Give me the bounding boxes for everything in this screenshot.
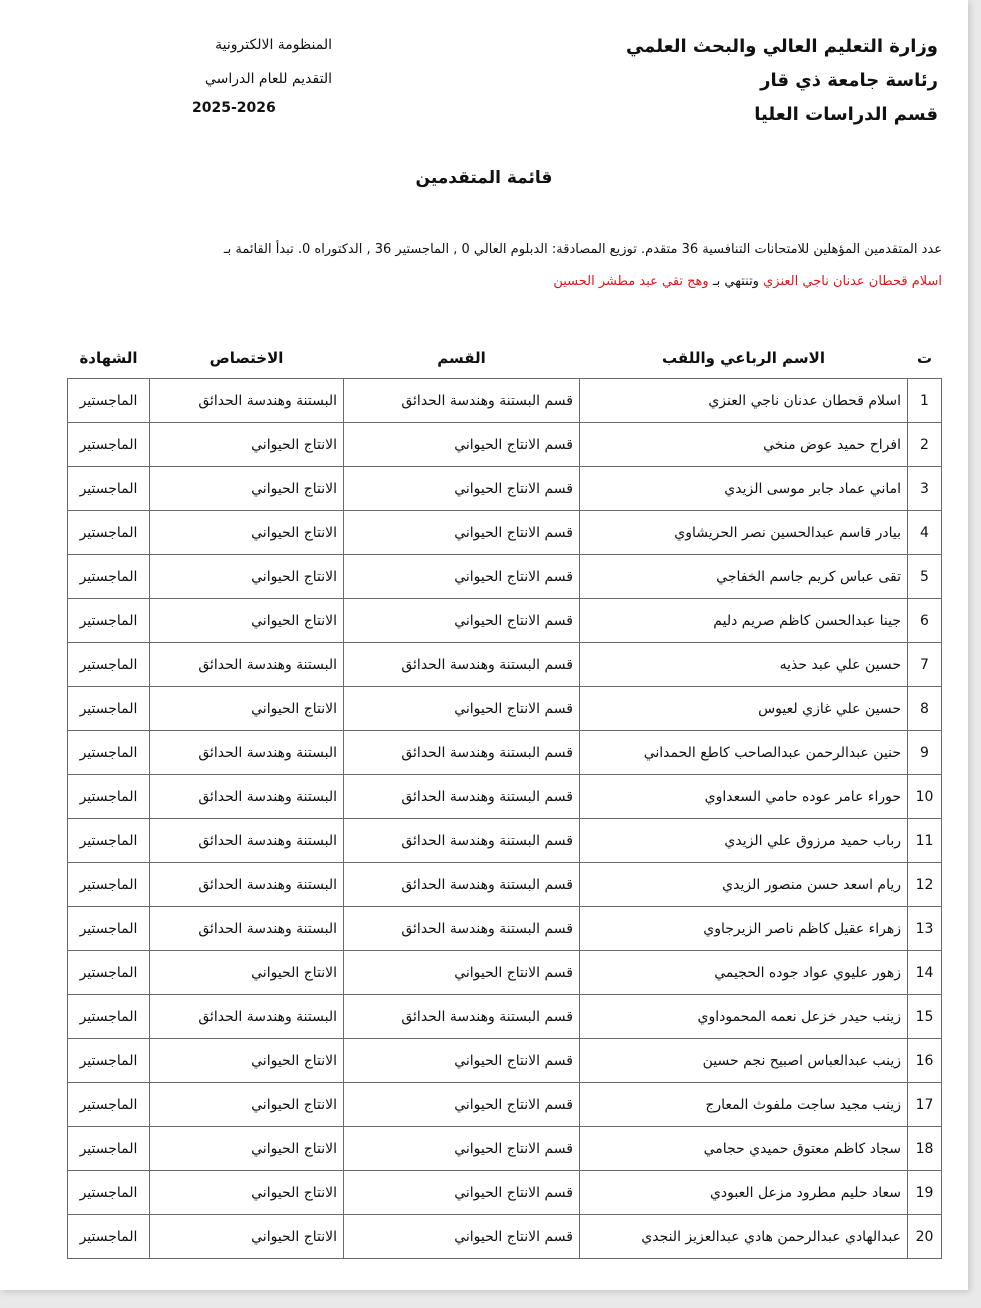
specialization: الانتاج الحيواني [150,467,344,511]
certificate: الماجستير [68,907,150,951]
department: قسم الانتاج الحيواني [344,687,580,731]
applicant-name: افراح حميد عوض منخي [580,423,908,467]
department: قسم الانتاج الحيواني [344,1083,580,1127]
table-row [68,599,942,643]
department: قسم البستنة وهندسة الحدائق [344,643,580,687]
row-number: 13 [908,907,942,951]
department: قسم البستنة وهندسة الحدائق [344,819,580,863]
table-row [68,379,942,423]
table-row [68,643,942,687]
applicant-name: سعاد حليم مطرود مزعل العبودي [580,1171,908,1215]
certificate: الماجستير [68,379,150,423]
table-row [68,951,942,995]
row-number: 12 [908,863,942,907]
certificate: الماجستير [68,1127,150,1171]
department: قسم الانتاج الحيواني [344,599,580,643]
system-name: المنظومة الالكترونية [215,37,332,53]
row-number: 16 [908,1039,942,1083]
applicant-name: حسين علي عبد حذيه [580,643,908,687]
specialization: البستنة وهندسة الحدائق [150,995,344,1039]
specialization: الانتاج الحيواني [150,951,344,995]
last-applicant-name: وهج تقي عبد مطشر الحسين [553,274,709,289]
certificate: الماجستير [68,1215,150,1259]
row-number: 17 [908,1083,942,1127]
applicant-name: سجاد كاظم معتوق حميدي حجامي [580,1127,908,1171]
row-number: 15 [908,995,942,1039]
department: قسم البستنة وهندسة الحدائق [344,907,580,951]
specialization: البستنة وهندسة الحدائق [150,731,344,775]
applicant-name: زينب مجيد ساجت ملفوث المعارج [580,1083,908,1127]
application-year-label: التقديم للعام الدراسي [204,71,332,87]
specialization: الانتاج الحيواني [150,1127,344,1171]
applicant-name: تقى عباس كريم جاسم الخفاجي [580,555,908,599]
table-row [68,731,942,775]
certificate: الماجستير [68,555,150,599]
specialization: البستنة وهندسة الحدائق [150,863,344,907]
column-header-number: ت [916,349,933,367]
specialization: البستنة وهندسة الحدائق [150,643,344,687]
row-number: 1 [908,379,942,423]
table-header-row [68,338,942,379]
specialization: الانتاج الحيواني [150,1083,344,1127]
applicant-name: بيادر قاسم عبدالحسين نصر الحريشاوي [580,511,908,555]
row-number: 5 [908,555,942,599]
specialization: الانتاج الحيواني [150,599,344,643]
row-number: 9 [908,731,942,775]
certificate: الماجستير [68,1039,150,1083]
applicant-name: زينب عبدالعباس اصبيح نجم حسين [580,1039,908,1083]
table-row [68,819,942,863]
certificate: الماجستير [68,775,150,819]
row-number: 10 [908,775,942,819]
row-number: 4 [908,511,942,555]
column-header-certificate: الشهادة [79,349,138,367]
specialization: البستنة وهندسة الحدائق [150,775,344,819]
specialization: الانتاج الحيواني [150,1171,344,1215]
intro-paragraph [70,240,942,292]
specialization: البستنة وهندسة الحدائق [150,907,344,951]
department: قسم الانتاج الحيواني [344,1215,580,1259]
certificate: الماجستير [68,863,150,907]
applicant-name: عبدالهادي عبدالرحمن هادي عبدالعزيز النجدي [580,1215,908,1259]
department: قسم البستنة وهندسة الحدائق [344,995,580,1039]
table-row [68,863,942,907]
specialization: الانتاج الحيواني [150,1039,344,1083]
department: قسم الانتاج الحيواني [344,1039,580,1083]
applicant-name: اماني عماد جابر موسى الزيدي [580,467,908,511]
table-row [68,1039,942,1083]
column-header-specialization: الاختصاص [209,349,284,367]
applicant-name: زهراء عقيل كاظم ناصر الزيرجاوي [580,907,908,951]
row-number: 7 [908,643,942,687]
intro-connector: وتنتهي بـ [708,274,764,289]
table-row [68,423,942,467]
certificate: الماجستير [68,687,150,731]
row-number: 3 [908,467,942,511]
specialization: الانتاج الحيواني [150,1215,344,1259]
ministry-header [518,30,938,132]
specialization: الانتاج الحيواني [150,687,344,731]
certificate: الماجستير [68,1171,150,1215]
row-number: 20 [908,1215,942,1259]
academic-year: 2025-2026 [192,100,276,116]
applicant-name: جينا عبدالحسن كاظم صريم دليم [580,599,908,643]
certificate: الماجستير [68,423,150,467]
department: قسم الانتاج الحيواني [344,951,580,995]
row-number: 11 [908,819,942,863]
row-number: 14 [908,951,942,995]
applicant-name: حنين عبدالرحمن عبدالصاحب كاطع الحمداني [580,731,908,775]
university-presidency: رئاسة جامعة ذي قار [760,70,938,91]
row-number: 19 [908,1171,942,1215]
table-row [68,687,942,731]
first-applicant-name: اسلام قحطان عدنان ناجي العنزي [763,274,942,289]
intro-range [70,272,942,292]
table-row [68,511,942,555]
table-row [68,1127,942,1171]
row-number: 6 [908,599,942,643]
column-header-name: الاسم الرباعي واللقب [662,349,825,367]
postgraduate-department: قسم الدراسات العليا [754,104,938,125]
certificate: الماجستير [68,599,150,643]
table-row [68,1171,942,1215]
department: قسم البستنة وهندسة الحدائق [344,775,580,819]
specialization: الانتاج الحيواني [150,423,344,467]
table-row [68,775,942,819]
ministry-name: وزارة التعليم العالي والبحث العلمي [625,36,938,57]
certificate: الماجستير [68,467,150,511]
row-number: 18 [908,1127,942,1171]
intro-summary: عدد المتقدمين المؤهلين للامتحانات التنافسية 36 متقدم. توزيع المصادقة: الدبلوم العالي 0 , الماجستير 36 , الدكتوراه 0. تبدأ القائمة بـ [223,242,942,257]
table-row [68,907,942,951]
table-body [68,379,942,1259]
column-header-department: القسم [437,349,486,367]
specialization: البستنة وهندسة الحدائق [150,819,344,863]
applicant-name: زينب حيدر خزعل نعمه المحموداوي [580,995,908,1039]
certificate: الماجستير [68,643,150,687]
applicants-table [67,338,942,1259]
table-row [68,467,942,511]
department: قسم الانتاج الحيواني [344,1171,580,1215]
applicant-name: اسلام قحطان عدنان ناجي العنزي [580,379,908,423]
certificate: الماجستير [68,951,150,995]
specialization: الانتاج الحيواني [150,511,344,555]
row-number: 2 [908,423,942,467]
table-row [68,1215,942,1259]
page-title: قائمة المتقدمين [415,168,553,188]
certificate: الماجستير [68,1083,150,1127]
certificate: الماجستير [68,819,150,863]
table-row [68,555,942,599]
applicant-name: زهور عليوي عواد جوده الحجيمي [580,951,908,995]
applicant-name: رباب حميد مرزوق علي الزيدي [580,819,908,863]
department: قسم البستنة وهندسة الحدائق [344,379,580,423]
table-row [68,995,942,1039]
specialization: البستنة وهندسة الحدائق [150,379,344,423]
department: قسم البستنة وهندسة الحدائق [344,731,580,775]
applicant-name: ريام اسعد حسن منصور الزيدي [580,863,908,907]
certificate: الماجستير [68,995,150,1039]
table-row [68,1083,942,1127]
department: قسم الانتاج الحيواني [344,1127,580,1171]
row-number: 8 [908,687,942,731]
department: قسم الانتاج الحيواني [344,467,580,511]
applicant-name: حوراء عامر عوده حامي السعداوي [580,775,908,819]
applicant-name: حسين علي غازي لعيوس [580,687,908,731]
department: قسم الانتاج الحيواني [344,555,580,599]
department: قسم الانتاج الحيواني [344,423,580,467]
department: قسم الانتاج الحيواني [344,511,580,555]
specialization: الانتاج الحيواني [150,555,344,599]
certificate: الماجستير [68,511,150,555]
certificate: الماجستير [68,731,150,775]
system-header [72,32,332,116]
department: قسم البستنة وهندسة الحدائق [344,863,580,907]
